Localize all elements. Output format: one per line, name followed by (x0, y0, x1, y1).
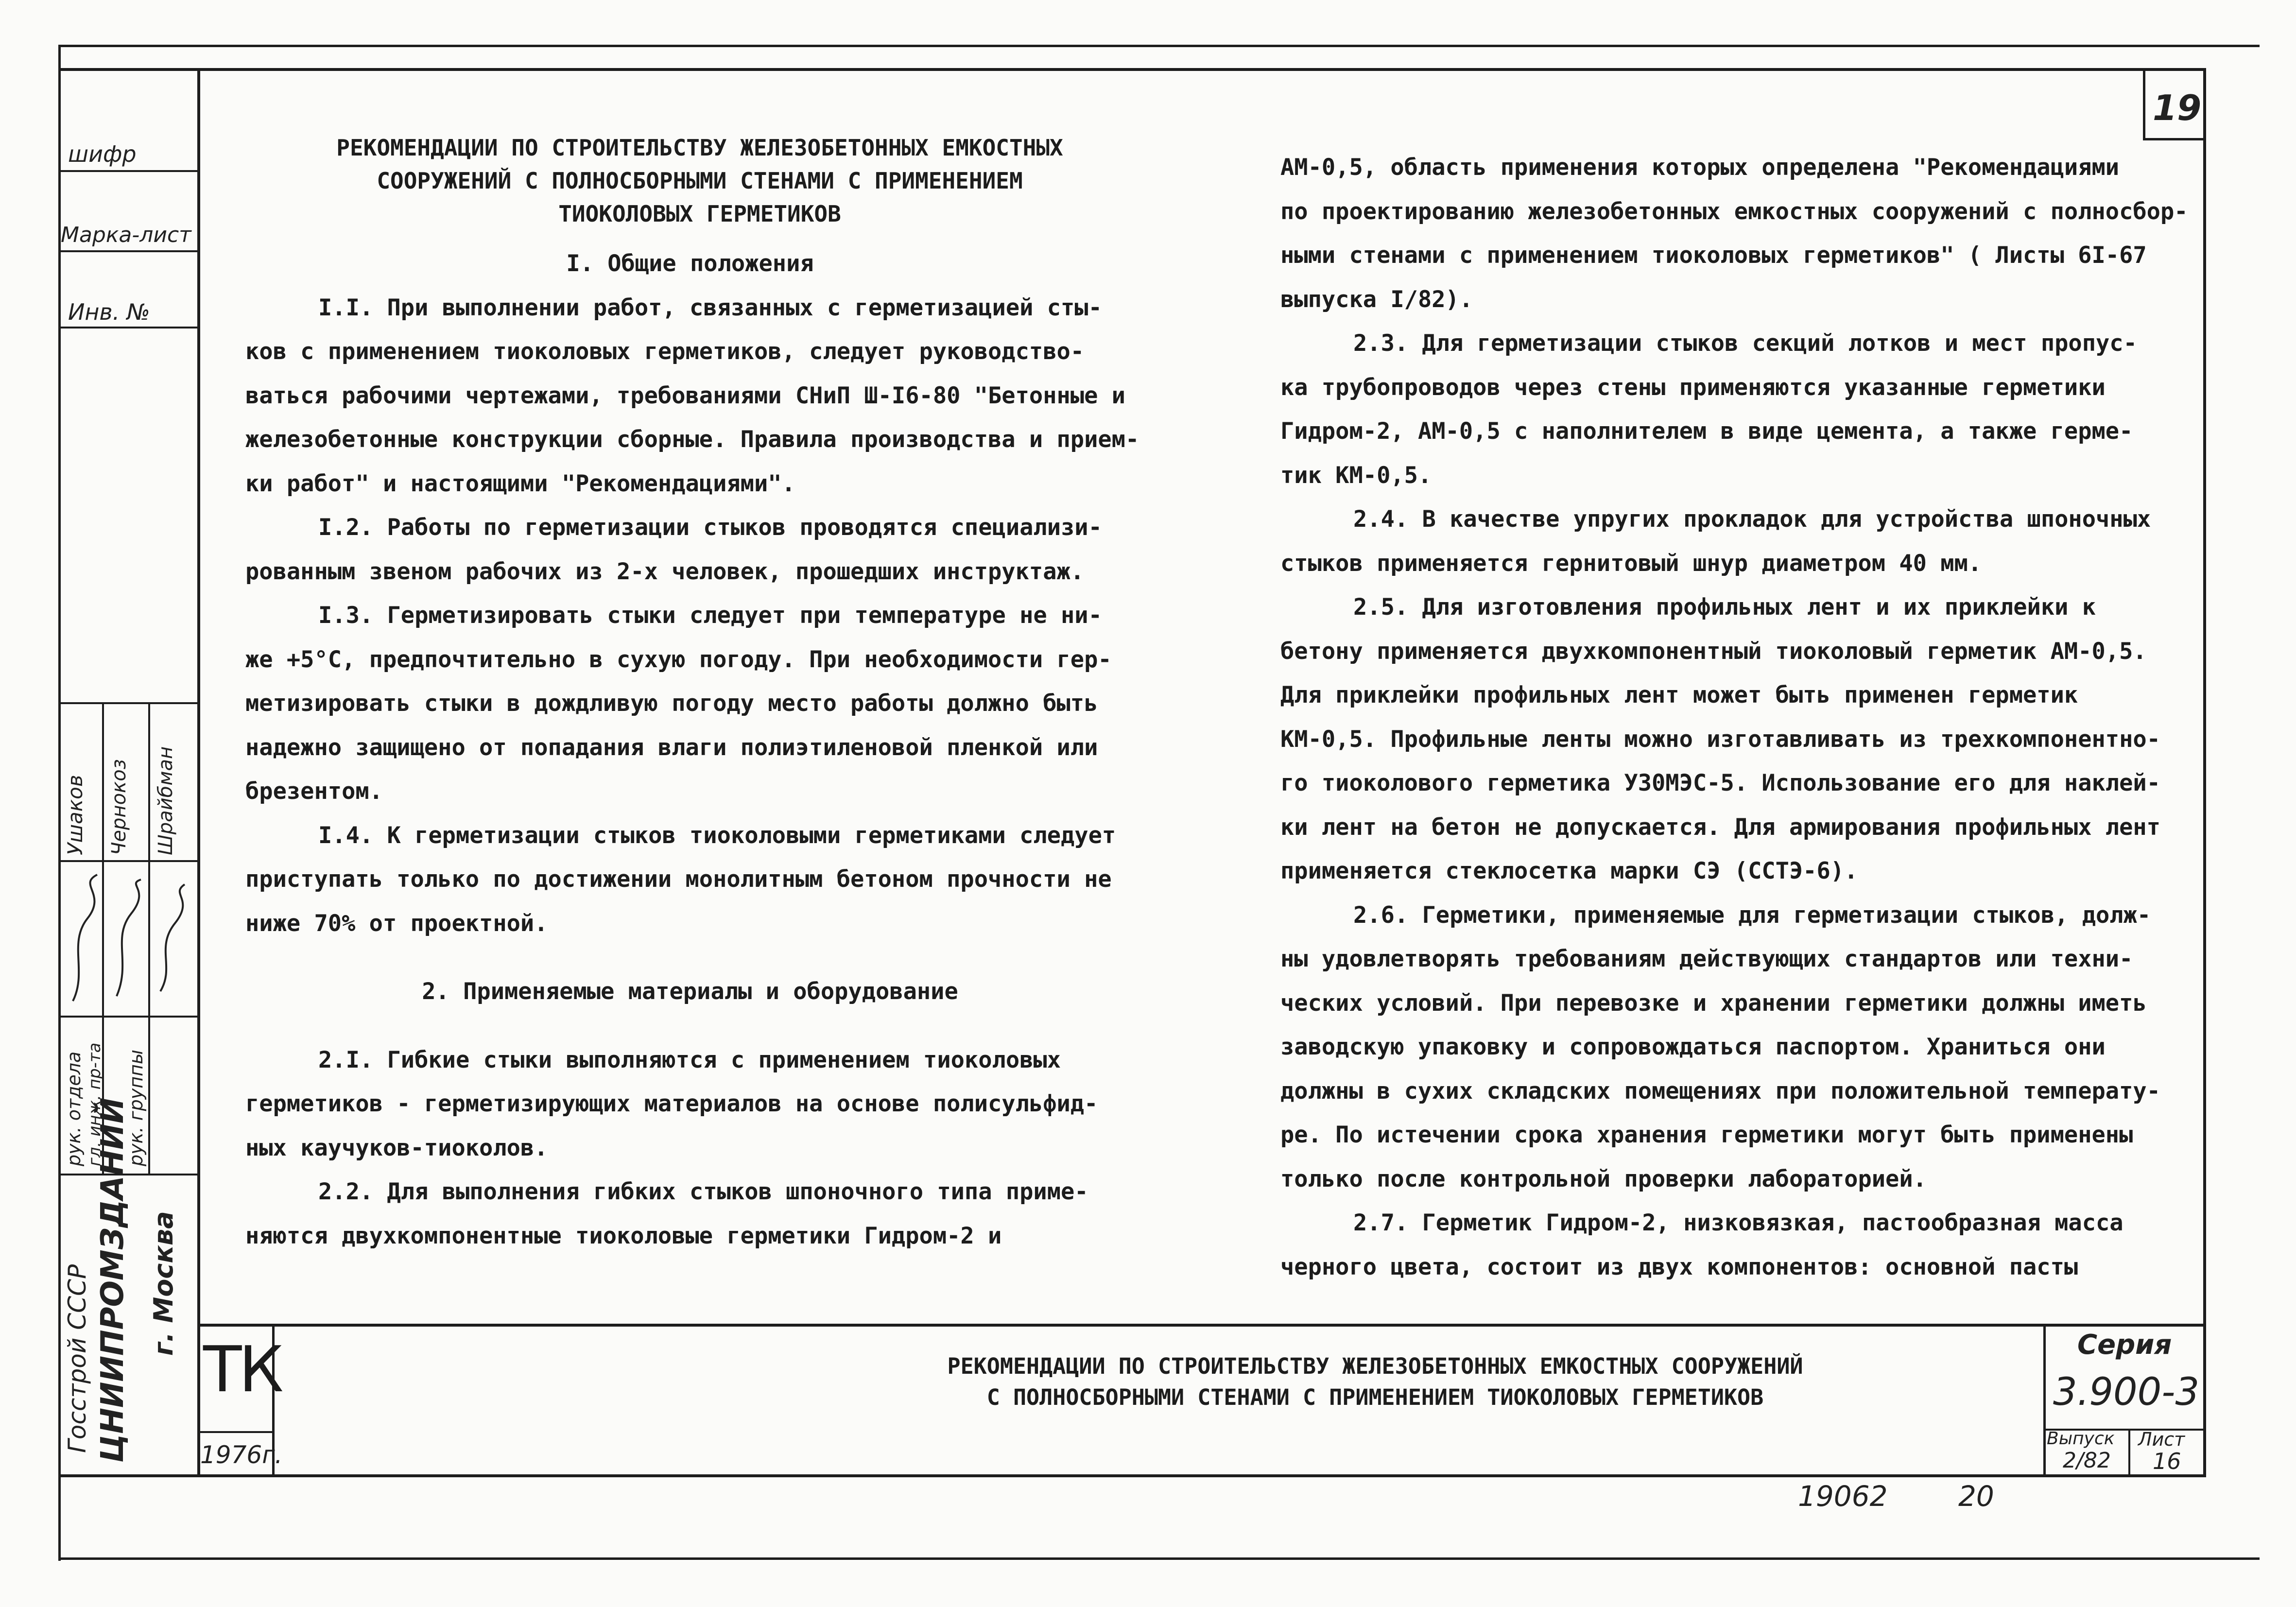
text-line: го тиоколового герметика У30МЭС-5. Использование его для наклей- (1280, 770, 2160, 796)
text-line: I.2. Работы по герметизации стыков проводятся специализи- (318, 514, 1102, 541)
title-line-2: С ПОЛНОСБОРНЫМИ СТЕНАМИ С ПРИМЕНЕНИЕМ ТИОКОЛОВЫХ ГЕРМЕТИКОВ (986, 1384, 1764, 1410)
frame-top-line (58, 68, 2206, 71)
text-line: выпуска I/82). (1280, 286, 1473, 313)
text-line: 2.4. В качестве упругих прокладок для устройства шпоночных (1353, 506, 2151, 533)
sig-role-1: рук. отдела (63, 1051, 85, 1166)
text-line: АМ-0,5, область применения которых определена "Рекомендациями (1280, 154, 2120, 181)
text-line: бетону применяется двухкомпонентный тиоколовый герметик АМ-0,5. (1280, 638, 2147, 665)
text-line: ка трубопроводов через стены применяются указанные герметики (1280, 374, 2106, 401)
text-line: ков с применением тиоколовых герметиков, следует руководство- (245, 338, 1085, 365)
heading-line-2: СООРУЖЕНИЙ С ПОЛНОСБОРНЫМИ СТЕНАМИ С ПРИМЕНЕНИЕМ (377, 168, 1023, 194)
text-line: 2.2. Для выполнения гибких стыков шпоночного типа приме- (318, 1178, 1088, 1205)
text-line: герметиков - герметизирующих материалов на основе полисульфид- (245, 1090, 1098, 1117)
outer-left-line (58, 45, 61, 1561)
order-number: 19062 (1798, 1480, 1888, 1513)
tk-logo: ТК (203, 1332, 281, 1406)
text-line: по проектированию железобетонных емкостных сооружений с полносбор- (1280, 198, 2188, 225)
text-line: тик КМ-0,5. (1280, 462, 1432, 489)
sig-name-3: Шрайбман (155, 746, 177, 855)
stamp-marka-list: Марка-лист (61, 223, 191, 247)
title-block-title (690, 1351, 2060, 1413)
text-line: заводскую упаковку и сопровождаться паспортом. Храниться они (1280, 1034, 2106, 1060)
text-line: I.I. При выполнении работ, связанных с герметизацией сты- (318, 294, 1102, 321)
stamp-inv-no-underline (58, 327, 199, 328)
sheet-label: Лист (2138, 1429, 2185, 1450)
frame-bottom-line (58, 1474, 2206, 1477)
text-line: КМ-0,5. Профильные ленты можно изготавливать из трехкомпонентно- (1280, 726, 2160, 753)
text-line: только после контрольной проверки лабораторией. (1280, 1165, 1927, 1192)
stamp-marka-list-underline (58, 250, 199, 252)
text-line: ных каучуков-тиоколов. (245, 1134, 548, 1161)
page-number: 19 (2153, 87, 2202, 128)
copy-number: 20 (1958, 1480, 1994, 1513)
left-column (245, 242, 1139, 1258)
text-line: няются двухкомпонентные тиоколовые герметики Гидром-2 и (245, 1222, 1002, 1249)
text-line: ки работ" и настоящими "Рекомендациями". (245, 470, 795, 497)
org-city: г. Москва (148, 1211, 179, 1356)
text-line: приступать только по достижении монолитным бетоном прочности не (245, 866, 1112, 893)
title-line-1: РЕКОМЕНДАЦИИ ПО СТРОИТЕЛЬСТВУ ЖЕЛЕЗОБЕТОННЫХ ЕМКОСТНЫХ СООРУЖЕНИЙ (947, 1353, 1803, 1379)
sig-row-line-1 (58, 860, 199, 862)
stamp-shifr: шифр (68, 141, 137, 167)
text-line: ниже 70% от проектной. (245, 910, 548, 937)
text-line: Для приклейки профильных лент может быть применен герметик (1280, 682, 2078, 708)
text-line: ваться рабочими чертежами, требованиями СНиП Ш-I6-80 "Бетонные и (245, 382, 1125, 409)
text-line: I.4. К герметизации стыков тиоколовыми герметиками следует (318, 822, 1116, 849)
stamp-inv-no: Инв. № (68, 299, 150, 325)
sig-role-3: рук. группы (125, 1050, 147, 1166)
text-line: ки лент на бетон не допускается. Для армирования профильных лент (1280, 813, 2160, 841)
issue-value: 2/82 (2063, 1448, 2111, 1473)
sheet-value: 16 (2153, 1448, 2181, 1474)
right-column (1280, 146, 2189, 1289)
series-value: 3.900-3 (2053, 1370, 2200, 1414)
text-line: надежно защищено от попадания влаги полиэтиленовой пленкой или (245, 734, 1098, 761)
org-institute: ЦНИИПРОМЗДАНИЙ (95, 1097, 131, 1463)
sig-name-1: Ушаков (63, 775, 87, 855)
text-line: ными стенами с применением тиоколовых герметиков" ( Листы 6I-67 (1280, 242, 2147, 269)
text-line: ческих условий. При перевозке и хранении герметики должны иметь (1280, 989, 2147, 1017)
text-line: 2.3. Для герметизации стыков секций лотков и мест пропус- (1353, 330, 2137, 357)
org-ministry: Госстрой СССР (63, 1264, 91, 1453)
top-edge-line (58, 45, 2260, 47)
frame-right-line (2203, 68, 2206, 1477)
issue-label: Выпуск (2047, 1429, 2115, 1449)
year: 1976г. (200, 1441, 283, 1469)
sig-block-top (58, 702, 199, 704)
frame-left-line (197, 68, 200, 1477)
text-line: 2.5. Для изготовления профильных лент и их приклейки к (1353, 594, 2096, 621)
text-line: рованным звеном рабочих из 2-х человек, прошедших инструктаж. (245, 558, 1085, 585)
title-block-top-line (197, 1324, 2206, 1327)
sig-role-2: гл. инж. пр-та (85, 1042, 104, 1166)
text-line: I.3. Герметизировать стыки следует при температуре не ни- (318, 602, 1102, 629)
heading-line-3: ТИОКОЛОВЫХ ГЕРМЕТИКОВ (558, 201, 841, 227)
text-line: железобетонные конструкции сборные. Правила производства и прием- (245, 426, 1139, 453)
text-line: же +5°С, предпочтительно в сухую погоду. При необходимости гер- (245, 646, 1112, 673)
heading-line-1: РЕКОМЕНДАЦИИ ПО СТРОИТЕЛЬСТВУ ЖЕЛЕЗОБЕТОННЫХ ЕМКОСТНЫХ (336, 135, 1063, 161)
section-2-title: 2. Применяемые материалы и оборудование (422, 978, 958, 1005)
text-line: ре. По истечении срока хранения герметики могут быть применены (1280, 1122, 2133, 1148)
signatures (58, 865, 199, 1011)
text-line: 2.6. Герметики, применяемые для герметизации стыков, долж- (1353, 901, 2151, 929)
text-line: ны удовлетворять требованиям действующих стандартов или техни- (1280, 946, 2133, 972)
bottom-edge-line (58, 1557, 2260, 1560)
page-number-box-bottom (2143, 138, 2206, 140)
text-line: применяется стеклосетка марки СЭ (ССТЭ-6). (1280, 858, 1858, 884)
series-label: Серия (2077, 1329, 2172, 1361)
text-line: брезентом. (245, 778, 383, 805)
text-line: черного цвета, состоит из двух компонентов: основной пасты (1280, 1253, 2078, 1280)
text-line: Гидром-2, АМ-0,5 с наполнителем в виде цемента, а также герме- (1280, 418, 2133, 445)
section-1-title: I. Общие положения (566, 250, 814, 277)
issue-sheet-divider-line (2128, 1429, 2130, 1477)
text-line: должны в сухих складских помещениях при положительной температу- (1280, 1077, 2160, 1105)
text-line: стыков применяется гернитовый шнур диаметром 40 мм. (1280, 550, 1982, 577)
text-line: 2.I. Гибкие стыки выполняются с применением тиоколовых (318, 1046, 1061, 1073)
text-line: метизировать стыки в дождливую погоду место работы должно быть (245, 690, 1098, 717)
text-line: 2.7. Герметик Гидром-2, низковязкая, пастообразная масса (1353, 1210, 2123, 1236)
document-heading (311, 131, 1088, 230)
logo-year-divider-line (197, 1431, 273, 1433)
page-number-box-left (2143, 68, 2145, 140)
sig-row-line-2 (58, 1016, 199, 1018)
stamp-shifr-underline (58, 170, 199, 172)
sig-name-2: Чернокоз (108, 759, 130, 855)
